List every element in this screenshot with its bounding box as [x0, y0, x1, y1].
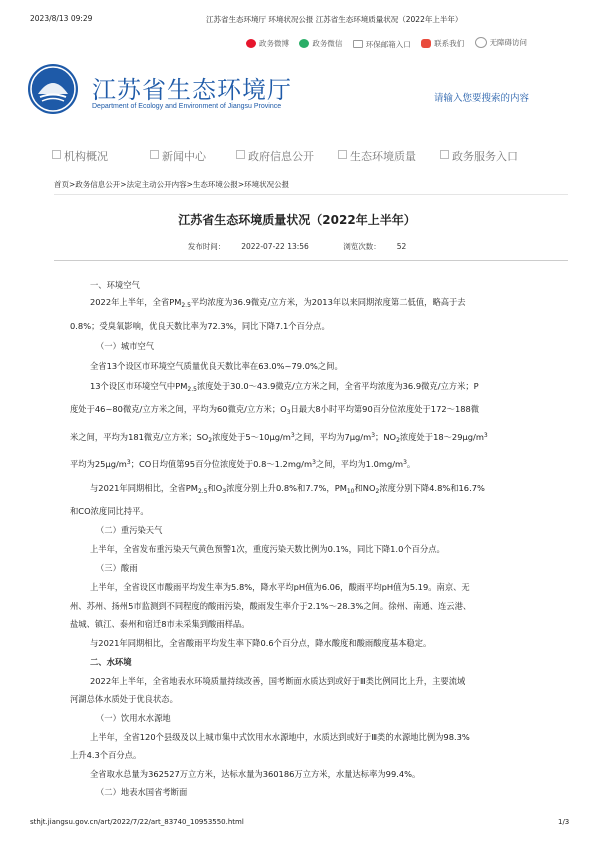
paragraph: 全省13个设区市环境空气质量优良天数比率在63.0%~79.0%之间。 [90, 361, 343, 371]
paragraph: 2022年上半年，全省地表水环境质量持续改善，国考断面水质达到或好于Ⅲ类比例同比上升，主要流域 [90, 676, 466, 686]
paragraph: 与2021年同期相比，全省酸雨平均发生率下降0.6个百分点，降水酸度和酸雨酸度基本稳定。 [90, 638, 432, 648]
paragraph: 州、苏州、扬州5市监测到不同程度的酸雨污染，酸雨发生率介于2.1%～28.3%之间。徐州、南通、连云港、 [70, 601, 472, 611]
paragraph: 盐城、镇江、泰州和宿迁8市未采集到酸雨样品。 [70, 619, 250, 629]
nav-bullet-icon [440, 150, 449, 159]
paragraph: 和CO浓度同比持平。 [70, 506, 149, 516]
nav-bullet-icon [338, 150, 347, 159]
subsection-heading: （三）酸雨 [96, 563, 138, 573]
section-heading: 二、水环境 [90, 657, 132, 667]
contact-link[interactable]: 联系我们 [421, 38, 464, 49]
paragraph: 全省取水总量为362527万立方米，达标水量为360186万立方米，水量达标率为99.4%。 [90, 769, 421, 779]
breadcrumb[interactable]: 首页>政务信息公开>法定主动公开内容>生态环境公报>环境状况公报 [54, 180, 290, 189]
paragraph: 河湖总体水质处于优良状态。 [70, 694, 178, 704]
paragraph: 上半年，全省120个县级及以上城市集中式饮用水水源地中，水质达到或好于Ⅲ类的水源地比例为98.3% [90, 732, 470, 742]
page-url: sthjt.jiangsu.gov.cn/art/2022/7/22/art_83740_10953550.html [30, 818, 244, 826]
meta-divider [54, 260, 568, 261]
article-meta [0, 241, 594, 252]
paragraph: 上半年，全省发布重污染天气黄色预警1次，重度污染天数比例为0.1%，同比下降1.0个百分点。 [90, 544, 445, 554]
mail-link[interactable]: 环保邮箱入口 [353, 39, 411, 50]
site-title: 江苏省生态环境厅 [92, 76, 292, 104]
site-subtitle: Department of Ecology and Environment of Jiangsu Province [92, 103, 282, 110]
paragraph: 米之间，平均为181微克/立方米；$SO_2$浓度处于$5\sim 10\mu g/m^3$之间，平均为$7\mu g/m^3$；$NO_2$浓度处于$18\sim 29\mu g/m^3$ [70, 432, 488, 444]
page-number: 1/3 [558, 818, 570, 826]
search-input[interactable]: 请输入您要搜索的内容 [434, 93, 530, 104]
publish-time: 发布时间： 2022-07-22 13:56 [187, 242, 309, 251]
nav-bullet-icon [150, 150, 159, 159]
weibo-link[interactable]: 政务微博 [246, 38, 289, 49]
nav-item-service[interactable]: 政务服务入口 [440, 148, 518, 164]
top-utility-links [246, 37, 594, 49]
main-nav [0, 148, 594, 166]
paragraph: 2022年上半年，全省$PM_{2.5}$平均浓度为36.9微克/立方米，为2013年以来同期浓度第二低值，略高于去 [90, 297, 466, 309]
paragraph: 与2021年同期相比，全省$PM_{2.5}$和$O_3$浓度分别上升0.8%和7.7%，$PM_{10}$和$NO_2$浓度分别下降4.8%和16.7% [90, 483, 485, 495]
nav-item-news[interactable]: 新闻中心 [150, 148, 206, 164]
section-heading: 一、环境空气 [90, 280, 140, 290]
paragraph: 上升4.3个百分点。 [70, 750, 142, 760]
paragraph: 13个设区市环境空气中$PM_{2.5}$浓度处于30.0～43.9微克/立方米之间，全省平均浓度为36.9微克/立方米；P [90, 381, 479, 393]
paragraph: 度处于46~80微克/立方米之间，平均为60微克/立方米；$O_3$日最大8小时平均第90百分位浓度处于172～188微 [70, 404, 480, 416]
subsection-heading: （一）饮用水水源地 [96, 713, 171, 723]
article-title: 江苏省生态环境质量状况（2022年上半年） [178, 213, 416, 227]
accessibility-icon [475, 37, 487, 48]
subsection-heading: （二）重污染天气 [96, 525, 163, 535]
print-page-title: 江苏省生态环境厅 环境状况公报 江苏省生态环境质量状况（2022年上半年） [206, 15, 463, 24]
subsection-heading: （一）城市空气 [96, 341, 155, 351]
divider [54, 194, 568, 195]
nav-item-info[interactable]: 政府信息公开 [236, 148, 314, 164]
subsection-heading: （二）地表水国省考断面 [96, 787, 188, 797]
nav-bullet-icon [236, 150, 245, 159]
wechat-link[interactable]: 政务微信 [299, 38, 342, 49]
paragraph: 上半年，全省设区市酸雨平均发生率为5.8%，降水平均pH值为6.06，酸雨平均pH值为5.19。南京、无 [90, 582, 470, 592]
phone-icon [421, 39, 431, 48]
weibo-icon [246, 39, 256, 48]
nav-item-quality[interactable]: 生态环境质量 [338, 148, 416, 164]
article-content [70, 273, 568, 803]
accessibility-link[interactable]: 无障碍访问 [475, 37, 528, 48]
view-count: 浏览次数： 52 [343, 242, 407, 251]
nav-item-org[interactable]: 机构概况 [52, 148, 108, 164]
paragraph: 0.8%；受臭氧影响，优良天数比率为72.3%，同比下降7.1个百分点。 [70, 321, 330, 331]
nav-bullet-icon [52, 150, 61, 159]
wechat-icon [299, 39, 309, 48]
department-logo[interactable] [28, 64, 78, 114]
print-datetime: 2023/8/13 09:29 [30, 14, 93, 23]
mail-icon [353, 40, 363, 48]
paragraph: 平均为$25\mu g/m^3$；CO日均值第95百分位浓度处于$0.8\sim 1.2mg/m^3$之间，平均为$1.0mg/m^3$。 [70, 459, 416, 469]
